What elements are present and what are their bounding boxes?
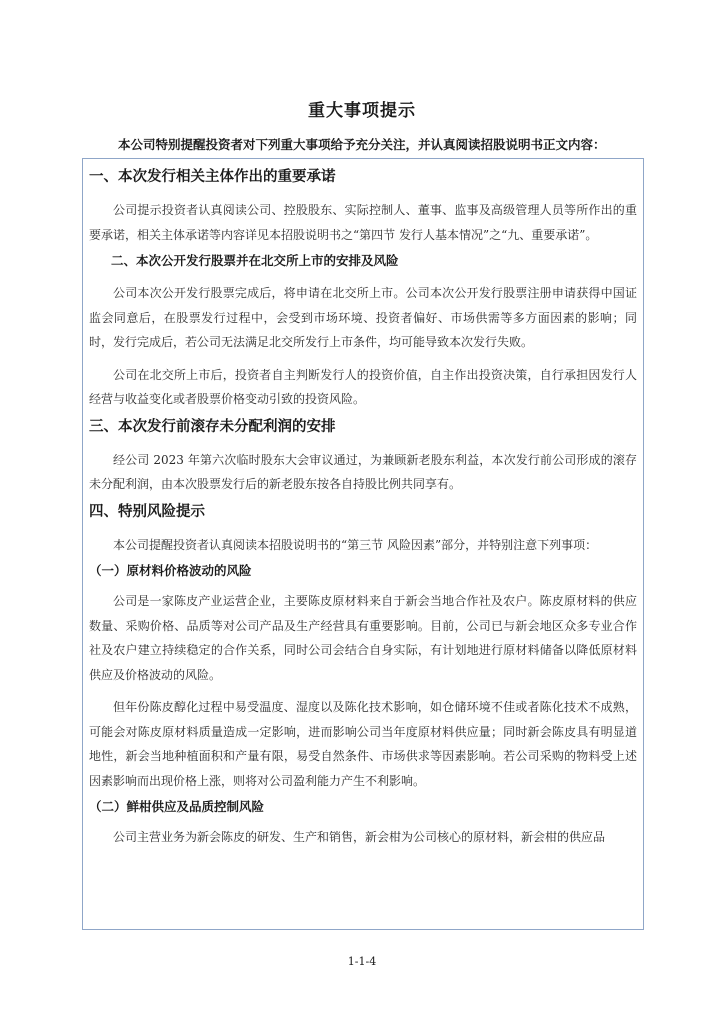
section-1-paragraph: 公司提示投资者认真阅读公司、控股股东、实际控制人、董事、监事及高级管理人员等所作出的重要承诺，相关主体承诺等内容详见本招股说明书之“第四节 发行人基本情况”之“九、重要承诺”。 bbox=[89, 203, 637, 242]
section-heading-3: 三、本次发行前滚存未分配利润的安排 bbox=[89, 418, 336, 435]
section-heading-2: 二、本次公开发行股票并在北交所上市的安排及风险 bbox=[111, 253, 399, 268]
subsection-2-paragraph-1: 公司主营业务为新会陈皮的研发、生产和销售，新会柑为公司核心的原材料，新会柑的供应品 bbox=[113, 830, 606, 844]
page-title: 重大事项提示 bbox=[308, 101, 416, 121]
section-4-paragraph: 本公司提醒投资者认真阅读本招股说明书的“第三节 风险因素”部分，并特别注意下列事项： bbox=[113, 537, 598, 552]
intro-statement: 本公司特别提醒投资者对下列重大事项给予充分关注，并认真阅读招股说明书正文内容： bbox=[118, 137, 606, 152]
section-2-paragraph-1: 公司本次公开发行股票完成后，将申请在北交所上市。公司本次公开发行股票注册申请获得中国证监会同意后，在股票发行过程中，会受到市场环境、投资者偏好、市场供需等多方面因素的影响；同时，发行完成后，若公司无法满足北交所发行上市条件，均可能导致本次发行失败。 bbox=[89, 286, 637, 349]
page-number: 1-1-4 bbox=[347, 955, 377, 968]
section-heading-1: 一、本次发行相关主体作出的重要承诺 bbox=[89, 169, 336, 185]
section-3-paragraph: 经公司 2023 年第六次临时股东大会审议通过，为兼顾新老股东利益，本次发行前公司形成的滚存未分配利润，由本次股票发行后的新老股东按各自持股比例共同享有。 bbox=[89, 452, 637, 491]
subsection-heading-1: （一）原材料价格波动的风险 bbox=[89, 563, 252, 578]
section-heading-4: 四、特别风险提示 bbox=[89, 503, 205, 520]
subsection-heading-2: （二）鲜柑供应及品质控制风险 bbox=[89, 799, 265, 814]
subsection-1-paragraph-2: 但年份陈皮醇化过程中易受温度、湿度以及陈化技术影响，如仓储环境不佳或者陈化技术不成熟，可能会对陈皮原材料质量造成一定影响，进而影响公司当年度原材料供应量；同时新会陈皮具有明显道地性，新会当地种植面积和产量有限，易受自然条件、市场供求等因素影响。若公司采购的物料受上述因素影响而出现价格上涨，则将对公司盈利能力产生不利影响。 bbox=[89, 700, 637, 788]
content-box bbox=[82, 158, 644, 930]
section-2-paragraph-2: 公司在北交所上市后，投资者自主判断发行人的投资价值，自主作出投资决策，自行承担因发行人经营与收益变化或者股票价格变动引致的投资风险。 bbox=[89, 367, 637, 406]
subsection-1-paragraph-1: 公司是一家陈皮产业运营企业，主要陈皮原材料来自于新会当地合作社及农户。陈皮原材料的供应数量、采购价格、品质等对公司产品及生产经营具有重要影响。目前，公司已与新会地区众多专业合作社及农户建立持续稳定的合作关系，同时公司会结合自身实际，有计划地进行原材料储备以降低原材料供应及价格波动的风险。 bbox=[89, 594, 637, 682]
